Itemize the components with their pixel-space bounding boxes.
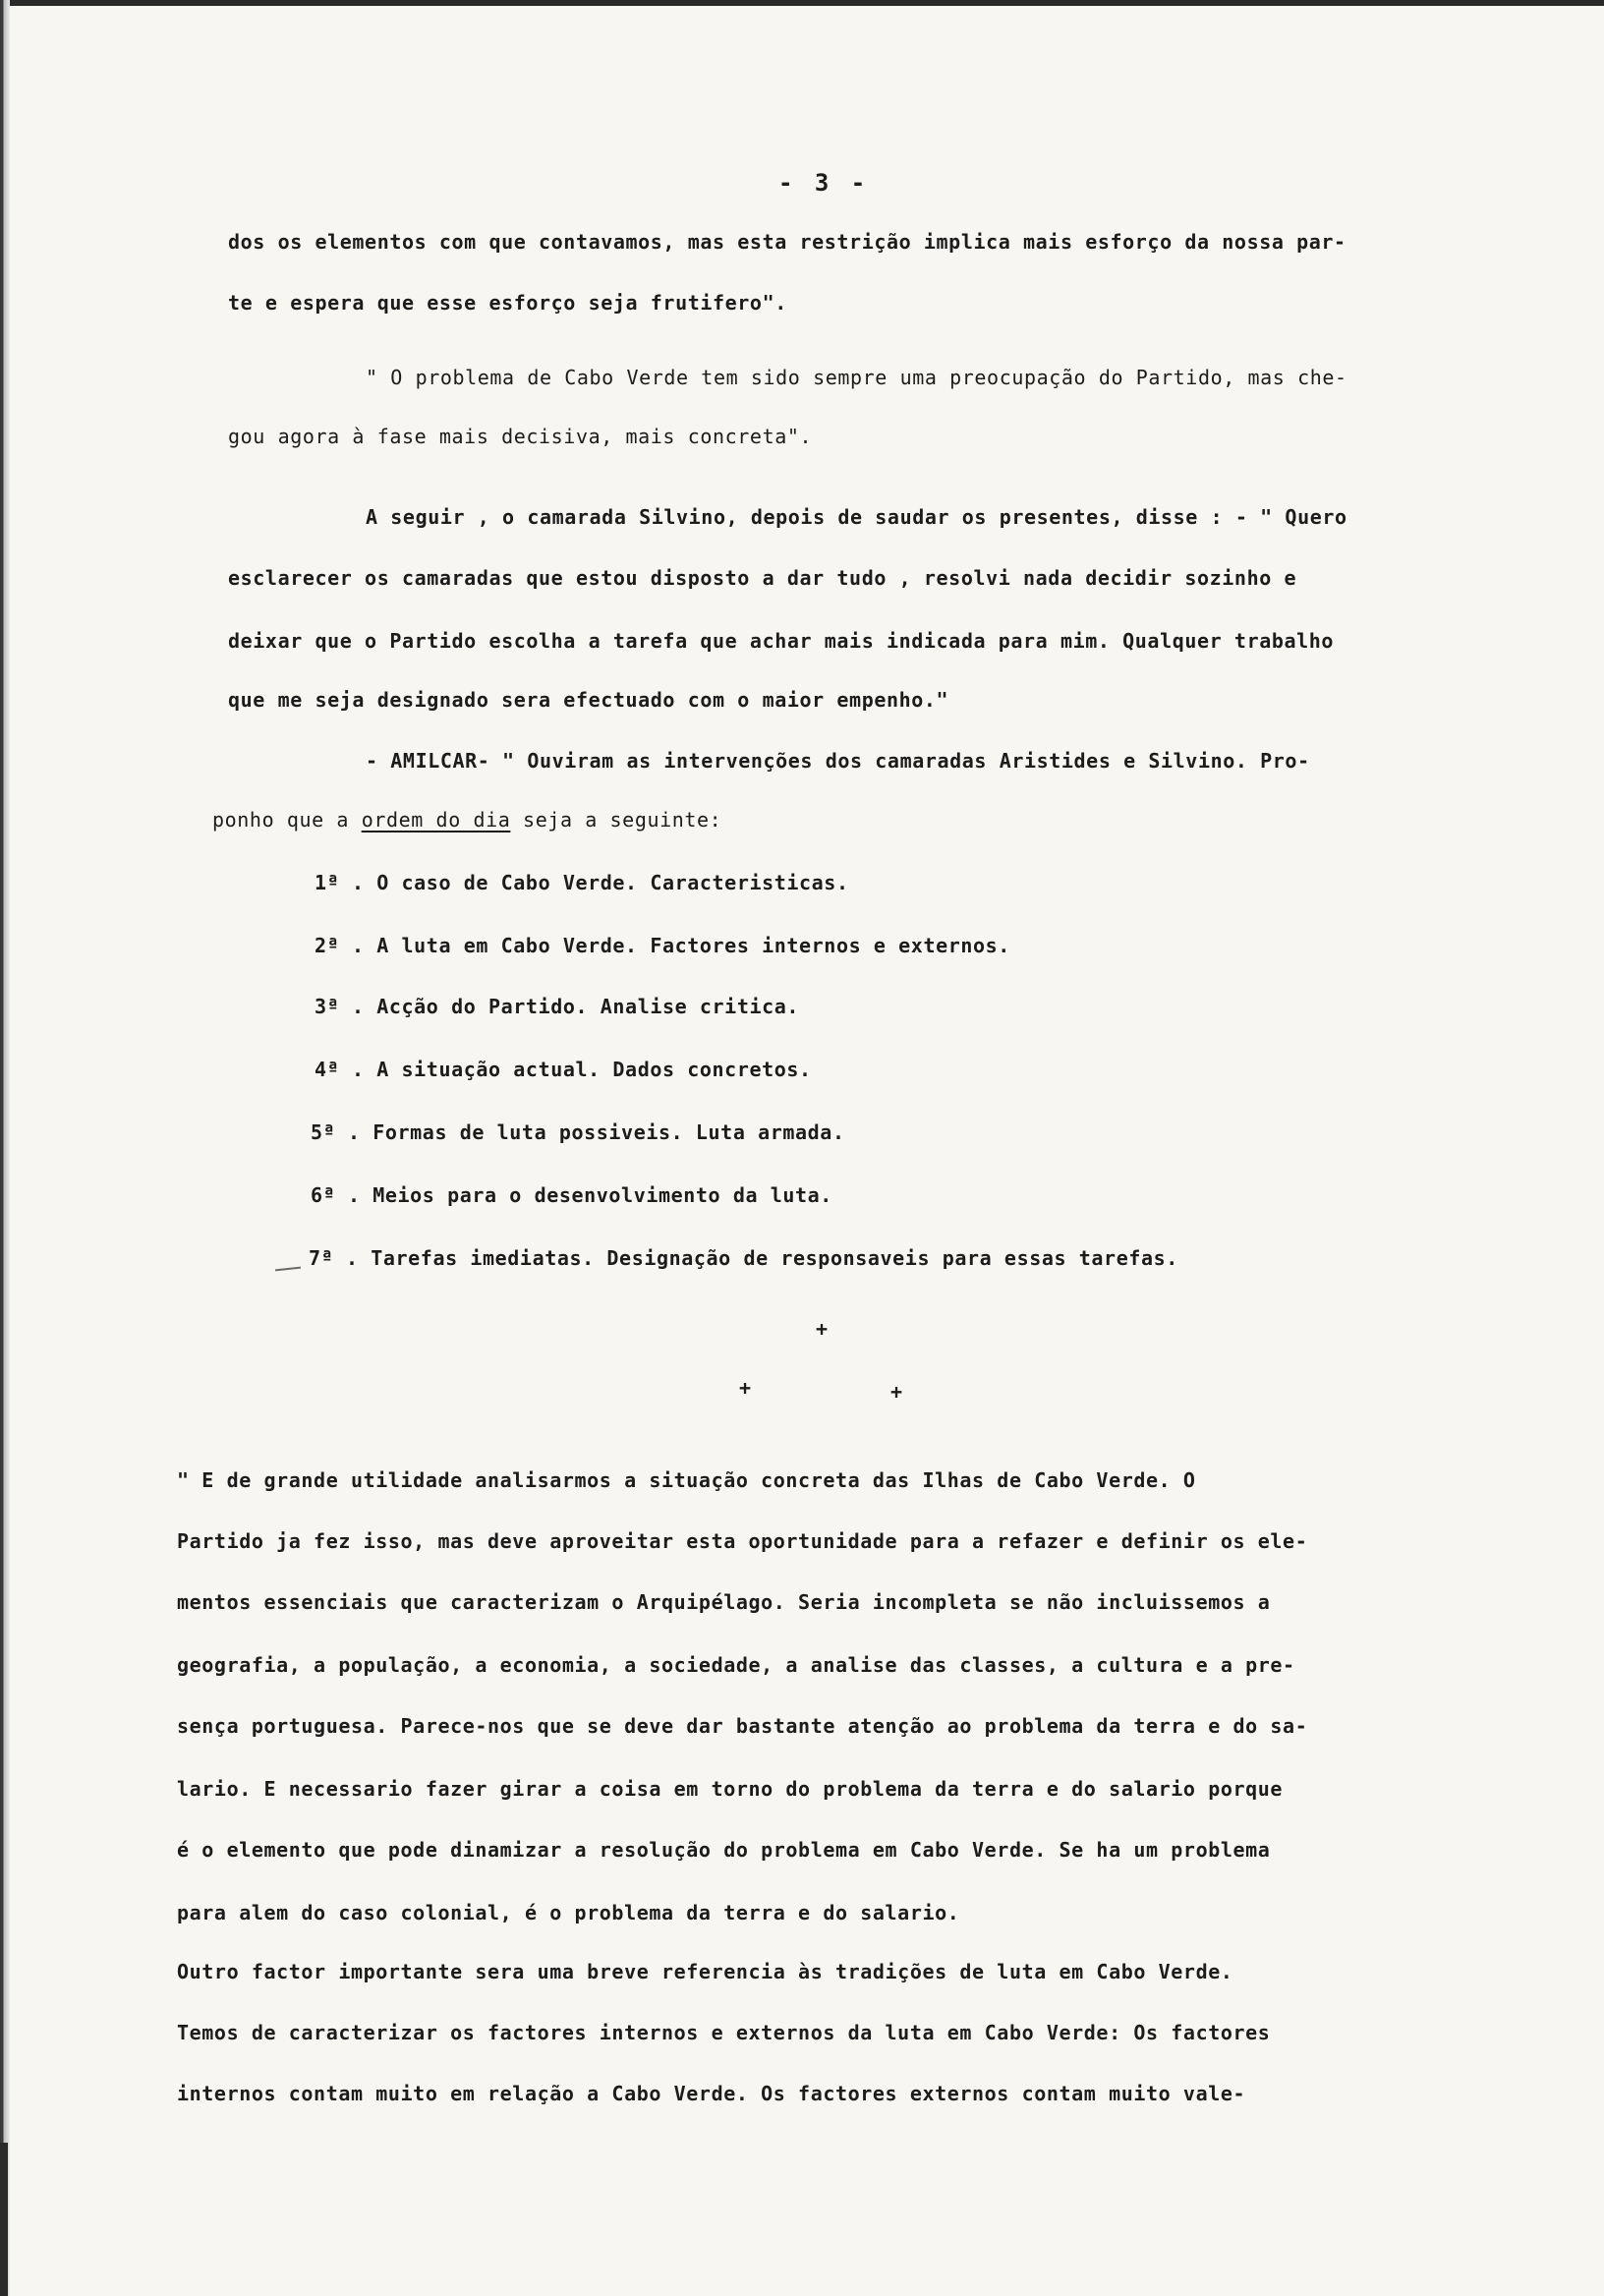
agenda-text: . O caso de Cabo Verde. Caracteristicas. [351, 871, 849, 894]
agenda-text: . Acção do Partido. Analise critica. [351, 995, 800, 1018]
text-line: que me seja designado sera efectuado com o maior empenho." [228, 688, 949, 712]
separator-mark: + [816, 1317, 829, 1341]
text-line: dos os elementos com que contavamos, mas esta restrição implica mais esforço da nossa par- [228, 230, 1346, 254]
text-line: Partido ja fez isso, mas deve aproveitar esta oportunidade para a refazer e definir os ele- [177, 1529, 1308, 1553]
text-fragment: seja a seguinte: [510, 808, 722, 832]
text-line: " O problema de Cabo Verde tem sido sempre uma preocupação do Partido, mas che- [366, 366, 1347, 389]
agenda-number: 1ª [315, 871, 340, 894]
agenda-text: . Meios para o desenvolvimento da luta. [347, 1183, 832, 1207]
text-line: para alem do caso colonial, é o problema da terra e do salario. [177, 1901, 960, 1924]
agenda-text: . Formas de luta possiveis. Luta armada. [347, 1120, 845, 1144]
text-line: Temos de caracterizar os factores internos e externos da luta em Cabo Verde: Os factores [177, 2021, 1271, 2044]
agenda-item [311, 1120, 845, 1144]
text-line: - AMILCAR- " Ouviram as intervenções dos camaradas Aristides e Silvino. Pro- [366, 749, 1310, 773]
text-line: é o elemento que pode dinamizar a resolução do problema em Cabo Verde. Se ha um problema [177, 1838, 1271, 1862]
text-line: esclarecer os camaradas que estou disposto a dar tudo , resolvi nada decidir sozinho e [228, 566, 1297, 590]
agenda-number: 3ª [315, 995, 340, 1018]
agenda-item [315, 934, 1010, 957]
agenda-item [311, 1183, 832, 1207]
agenda-number: 2ª [315, 934, 340, 957]
text-line: internos contam muito em relação a Cabo Verde. Os factores externos contam muito vale- [177, 2082, 1246, 2105]
agenda-item [309, 1246, 1178, 1270]
text-line: gou agora à fase mais decisiva, mais concreta". [228, 425, 813, 448]
agenda-text: . A luta em Cabo Verde. Factores internos e externos. [351, 934, 1010, 957]
agenda-text: . Tarefas imediatas. Designação de responsaveis para essas tarefas. [345, 1246, 1178, 1270]
page-number: - 3 - [778, 169, 870, 197]
text-line: deixar que o Partido escolha a tarefa que achar mais indicada para mim. Qualquer trabalho [228, 629, 1335, 653]
agenda-number: 7ª [309, 1246, 334, 1270]
text-line: A seguir , o camarada Silvino, depois de saudar os presentes, disse : - " Quero [366, 505, 1347, 529]
text-line: mentos essenciais que caracterizam o Arquipélago. Seria incompleta se não incluissemos a [177, 1590, 1271, 1614]
agenda-item [315, 995, 799, 1018]
text-line: sença portuguesa. Parece-nos que se deve dar bastante atenção ao problema da terra e do sa- [177, 1714, 1308, 1738]
text-fragment: ponho que a [212, 808, 362, 832]
underlined-text: ordem do dia [361, 808, 511, 832]
text-line: te e espera que esse esforço seja frutifero". [228, 291, 787, 315]
stray-pen-mark [275, 1267, 301, 1272]
text-line: Outro factor importante sera uma breve referencia às tradições de luta em Cabo Verde. [177, 1960, 1233, 1983]
agenda-item [315, 1058, 812, 1081]
text-line [212, 808, 721, 832]
agenda-text: . A situação actual. Dados concretos. [351, 1058, 812, 1081]
separator-mark: + [890, 1380, 903, 1404]
text-line: lario. E necessario fazer girar a coisa em torno do problema da terra e do salario porque [177, 1777, 1284, 1801]
separator-mark: + [739, 1376, 752, 1400]
agenda-number: 4ª [315, 1058, 340, 1081]
text-line: geografia, a população, a economia, a sociedade, a analise das classes, a cultura e a pre- [177, 1653, 1295, 1677]
text-line: " E de grande utilidade analisarmos a situação concreta das Ilhas de Cabo Verde. O [177, 1468, 1196, 1492]
agenda-item [315, 871, 849, 894]
agenda-number: 5ª [311, 1120, 336, 1144]
agenda-number: 6ª [311, 1183, 336, 1207]
